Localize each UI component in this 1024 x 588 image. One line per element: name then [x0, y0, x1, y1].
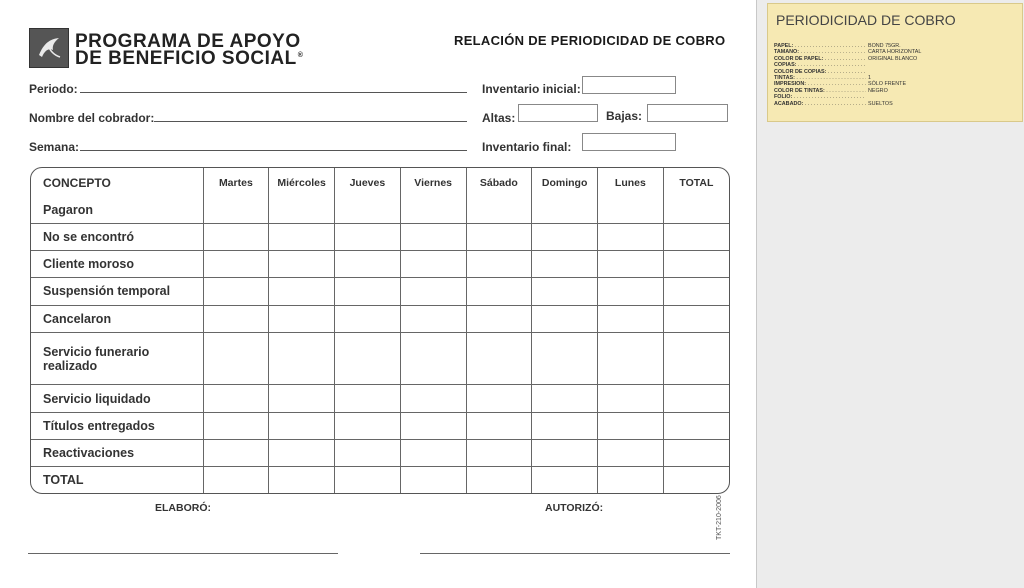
cell-jueves[interactable]: [335, 385, 401, 412]
cell-total[interactable]: [663, 278, 729, 305]
cell-martes[interactable]: [203, 251, 269, 278]
brand-line-1: PROGRAMA DE APOYO: [75, 31, 301, 52]
spec-list: [774, 43, 1020, 107]
autorizo-label: AUTORIZÓ:: [545, 502, 604, 514]
table-row: [31, 305, 729, 332]
document-code: TKT-210-2006: [716, 495, 723, 540]
spec-value: CARTA HORIZONTAL: [868, 49, 922, 56]
spec-value: 1: [868, 75, 871, 82]
cell-sabado[interactable]: [466, 305, 532, 332]
cell-jueves[interactable]: [335, 278, 401, 305]
row-concept-label: Cliente moroso: [31, 251, 203, 278]
cell-domingo[interactable]: [532, 223, 598, 250]
cell-domingo[interactable]: [532, 385, 598, 412]
row-concept-label: No se encontró: [31, 223, 203, 250]
table-row: [31, 251, 729, 278]
bajas-label: Bajas:: [606, 109, 643, 123]
cell-miercoles[interactable]: [269, 385, 335, 412]
table-row: [31, 332, 729, 385]
cell-lunes[interactable]: [598, 278, 664, 305]
header-martes: Martes: [203, 168, 269, 197]
cell-total[interactable]: [663, 412, 729, 439]
cell-sabado[interactable]: [466, 223, 532, 250]
row-concept-label: Suspensión temporal: [31, 278, 203, 305]
row-concept-label: Reactivaciones: [31, 439, 203, 466]
spec-card-title: PERIODICIDAD DE COBRO: [776, 12, 956, 28]
dove-icon: [34, 33, 64, 63]
cell-viernes[interactable]: [400, 305, 466, 332]
cell-miercoles[interactable]: [269, 412, 335, 439]
cell-lunes[interactable]: [598, 332, 664, 385]
header-concepto: CONCEPTO: [31, 168, 203, 197]
row-concept-label: TOTAL: [31, 467, 203, 493]
cell-viernes[interactable]: [400, 197, 466, 223]
cell-miercoles[interactable]: [269, 305, 335, 332]
trademark-symbol: ®: [297, 51, 304, 59]
cobrador-field[interactable]: [154, 121, 467, 122]
header-miercoles: Miércoles: [269, 168, 335, 197]
cell-viernes[interactable]: [400, 467, 466, 493]
periodo-field[interactable]: [80, 92, 467, 93]
table-row: [31, 385, 729, 412]
cell-sabado[interactable]: [466, 439, 532, 466]
cell-lunes[interactable]: [598, 467, 664, 493]
spec-value: ORIGINAL BLANCO: [868, 55, 918, 62]
cell-jueves[interactable]: [335, 251, 401, 278]
cell-domingo[interactable]: [532, 412, 598, 439]
cell-lunes[interactable]: [598, 439, 664, 466]
inventario-inicial-label: Inventario inicial:: [482, 82, 581, 96]
cell-jueves[interactable]: [335, 197, 401, 223]
cell-jueves[interactable]: [335, 223, 401, 250]
cell-total[interactable]: [663, 467, 729, 493]
spec-key: TAMAÑO: . . .: [774, 49, 866, 55]
row-concept-label: Servicio liquidado: [31, 385, 203, 412]
cobrador-label: Nombre del cobrador:: [29, 111, 155, 125]
cell-martes[interactable]: [203, 278, 269, 305]
semana-field[interactable]: [80, 150, 467, 151]
cell-domingo[interactable]: [532, 332, 598, 385]
spec-row: [774, 101, 1020, 107]
cell-miercoles[interactable]: [269, 197, 335, 223]
header-sabado: Sábado: [466, 168, 532, 197]
row-concept-label: Cancelaron: [31, 305, 203, 332]
cell-lunes[interactable]: [598, 197, 664, 223]
altas-box[interactable]: [518, 104, 598, 122]
spec-value: SUELTOS: [868, 100, 893, 107]
cell-sabado[interactable]: [466, 251, 532, 278]
table-row: [31, 412, 729, 439]
spec-key: PAPEL: . . .: [774, 43, 866, 49]
table-row: [31, 223, 729, 250]
inventario-final-box[interactable]: [582, 133, 676, 151]
cell-miercoles[interactable]: [269, 278, 335, 305]
cell-jueves[interactable]: [335, 332, 401, 385]
spec-value: BOND 75GR.: [868, 43, 901, 49]
cell-total[interactable]: [663, 332, 729, 385]
cell-domingo[interactable]: [532, 278, 598, 305]
spec-key: FOLIO: . . .: [774, 94, 866, 100]
cell-jueves[interactable]: [335, 412, 401, 439]
spec-key: IMPRESIÓN: . . .: [774, 81, 866, 87]
inventario-final-label: Inventario final:: [482, 140, 572, 154]
cell-martes[interactable]: [203, 385, 269, 412]
cell-lunes[interactable]: [598, 412, 664, 439]
cell-martes[interactable]: [203, 332, 269, 385]
collection-table: [30, 167, 730, 494]
periodo-label: Periodo:: [29, 82, 78, 96]
spec-key: COLOR DE TINTAS: . . .: [774, 88, 866, 94]
cell-miercoles[interactable]: [269, 332, 335, 385]
cell-viernes[interactable]: [400, 223, 466, 250]
cell-viernes[interactable]: [400, 332, 466, 385]
row-concept-label: Servicio funerario realizado: [31, 332, 203, 385]
cell-viernes[interactable]: [400, 251, 466, 278]
cell-lunes[interactable]: [598, 305, 664, 332]
table-row: [31, 439, 729, 466]
cell-jueves[interactable]: [335, 467, 401, 493]
table-row: [31, 467, 729, 493]
spec-key: COLOR DE PAPEL: . . .: [774, 56, 866, 62]
cell-martes[interactable]: [203, 305, 269, 332]
table-header-row: [31, 168, 729, 197]
cell-miercoles[interactable]: [269, 251, 335, 278]
cell-miercoles[interactable]: [269, 223, 335, 250]
print-spec-card: [767, 3, 1023, 122]
cell-sabado[interactable]: [466, 197, 532, 223]
spec-value: SÓLO FRENTE: [868, 81, 907, 88]
bajas-box[interactable]: [647, 104, 728, 122]
cell-sabado[interactable]: [466, 332, 532, 385]
cell-total[interactable]: [663, 197, 729, 223]
cell-domingo[interactable]: [532, 467, 598, 493]
cell-sabado[interactable]: [466, 412, 532, 439]
header-domingo: Domingo: [532, 168, 598, 197]
cell-martes[interactable]: [203, 439, 269, 466]
table-row: [31, 197, 729, 223]
row-concept-label: Pagaron: [31, 197, 203, 223]
cell-martes[interactable]: [203, 412, 269, 439]
header-jueves: Jueves: [335, 168, 401, 197]
cell-viernes[interactable]: [400, 439, 466, 466]
spec-value: NEGRO: [868, 87, 888, 94]
semana-label: Semana:: [29, 140, 80, 154]
header-lunes: Lunes: [598, 168, 664, 197]
cell-total[interactable]: [663, 251, 729, 278]
spec-key: ACABADO: . . .: [774, 101, 866, 107]
header-total: TOTAL: [663, 168, 729, 197]
elaboro-label: ELABORÓ:: [155, 502, 211, 514]
spec-key: COLOR DE COPIAS: . . .: [774, 69, 866, 75]
cell-martes[interactable]: [203, 197, 269, 223]
inventario-inicial-box[interactable]: [582, 76, 676, 94]
document-title: RELACIÓN DE PERIODICIDAD DE COBRO: [454, 33, 726, 48]
cell-domingo[interactable]: [532, 305, 598, 332]
cell-lunes[interactable]: [598, 251, 664, 278]
row-concept-label: Títulos entregados: [31, 412, 203, 439]
header-viernes: Viernes: [400, 168, 466, 197]
cell-martes[interactable]: [203, 467, 269, 493]
cell-miercoles[interactable]: [269, 467, 335, 493]
cell-domingo[interactable]: [532, 197, 598, 223]
altas-label: Altas:: [482, 111, 516, 125]
cell-lunes[interactable]: [598, 385, 664, 412]
cell-total[interactable]: [663, 385, 729, 412]
spec-key: TINTAS: . . .: [774, 75, 866, 81]
cell-viernes[interactable]: [400, 385, 466, 412]
cell-martes[interactable]: [203, 223, 269, 250]
brand-line-2: [75, 48, 303, 70]
cell-total[interactable]: [663, 223, 729, 250]
spec-key: COPIAS: . . .: [774, 62, 866, 68]
cell-jueves[interactable]: [335, 439, 401, 466]
cell-domingo[interactable]: [532, 439, 598, 466]
table-row: [31, 278, 729, 305]
cell-viernes[interactable]: [400, 278, 466, 305]
cell-viernes[interactable]: [400, 412, 466, 439]
cell-jueves[interactable]: [335, 305, 401, 332]
brand-line-2-text: DE BENEFICIO SOCIAL: [75, 48, 297, 69]
cell-total[interactable]: [663, 439, 729, 466]
cell-sabado[interactable]: [466, 278, 532, 305]
elaboro-signature-line[interactable]: [28, 553, 338, 554]
cell-total[interactable]: [663, 305, 729, 332]
cell-miercoles[interactable]: [269, 439, 335, 466]
cell-domingo[interactable]: [532, 251, 598, 278]
autorizo-signature-line[interactable]: [420, 553, 730, 554]
cell-lunes[interactable]: [598, 223, 664, 250]
cell-sabado[interactable]: [466, 467, 532, 493]
cell-sabado[interactable]: [466, 385, 532, 412]
program-logo: [29, 28, 69, 68]
